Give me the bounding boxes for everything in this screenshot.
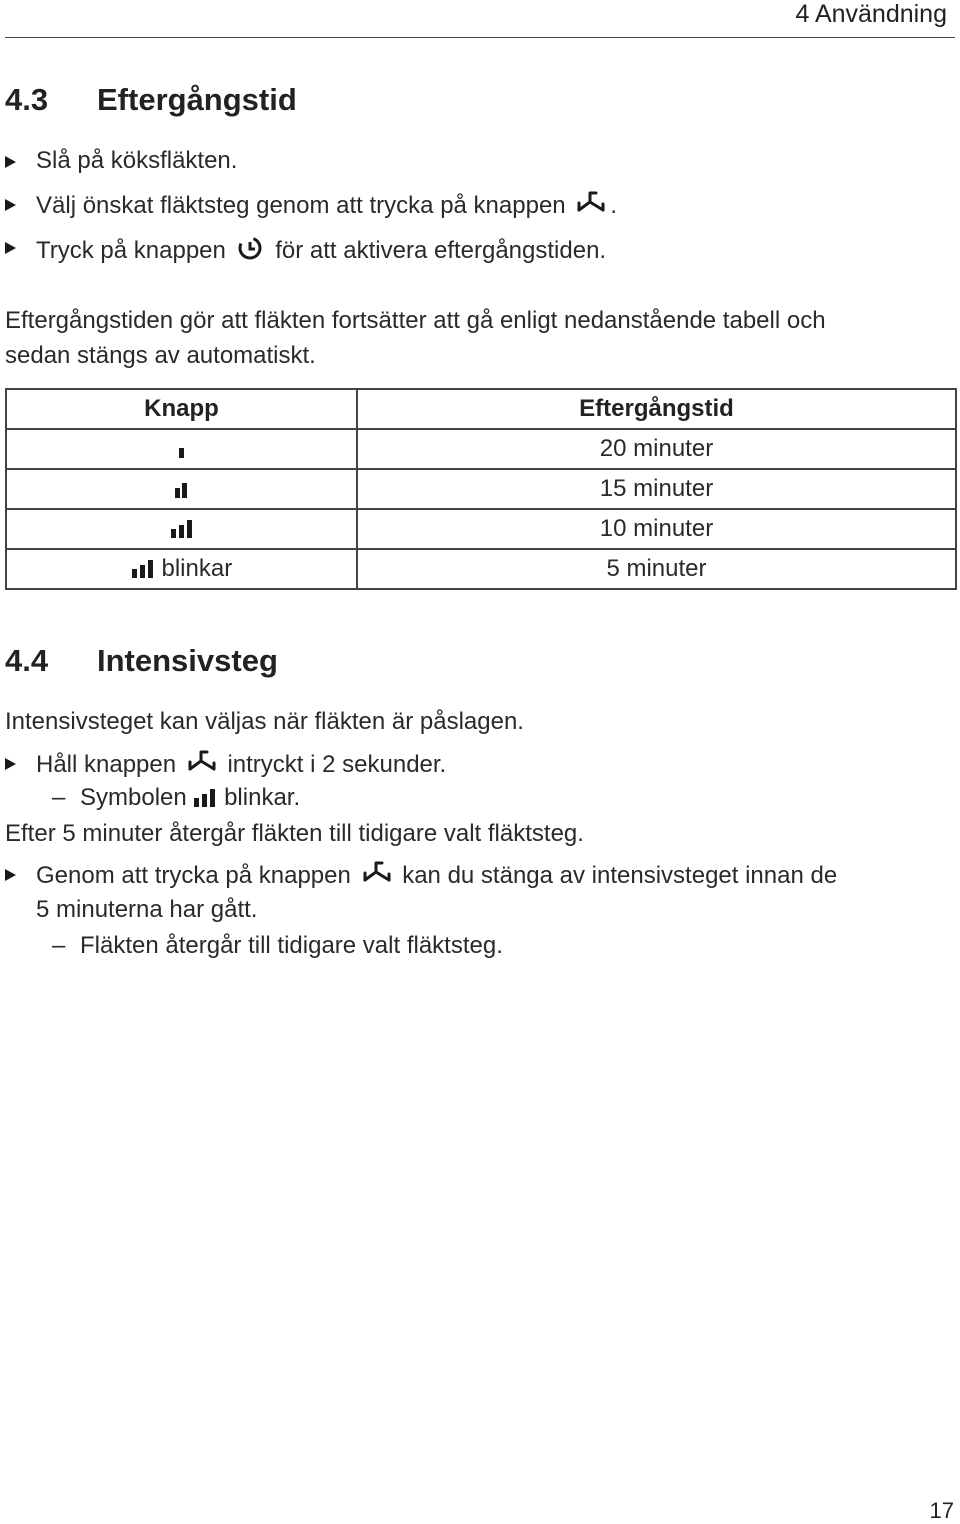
table-cell-button <box>6 549 357 589</box>
step-text: Slå på köksfläkten. <box>36 147 238 174</box>
paragraph-line: Eftergångstiden gör att fläkten fortsätter att gå enligt nedanstående tabell och <box>5 307 826 334</box>
running-header: 4 Användning <box>795 0 947 28</box>
column-header-eftergangstid: Eftergångstid <box>357 389 956 429</box>
result-text: Fläkten återgår till tidigare valt fläktsteg. <box>80 932 503 959</box>
step-text-continued: 5 minuterna har gått. <box>36 896 258 923</box>
fan-icon <box>576 190 606 216</box>
page-number: 17 <box>929 1498 954 1523</box>
fan-level-3-icon <box>131 560 155 578</box>
timer-icon <box>237 233 265 261</box>
result-item: – Symbolen blinkar. <box>52 784 301 811</box>
section-heading-4-4 <box>5 643 278 679</box>
step-text: Genom att trycka på knappen <box>36 862 351 889</box>
table-row <box>6 429 956 469</box>
fan-level-2-icon <box>170 482 194 498</box>
paragraph-line: sedan stängs av automatiskt. <box>5 342 316 369</box>
intro-text: Intensivsteget kan väljas när fläkten är påslagen. <box>5 708 524 735</box>
fan-level-3-icon <box>170 520 194 538</box>
step-text-end: intryckt i 2 sekunder. <box>227 751 447 778</box>
table-row <box>6 549 956 589</box>
result-text-end: blinkar. <box>224 784 301 811</box>
table-cell-button <box>6 469 357 509</box>
column-header-knapp: Knapp <box>6 389 357 429</box>
fan-icon <box>362 860 392 886</box>
table-cell-value: 10 minuter <box>357 509 956 549</box>
table-header-row <box>6 389 956 429</box>
blink-label: blinkar <box>161 555 233 582</box>
runtime-table <box>5 388 957 590</box>
section-heading-4-3 <box>5 82 297 118</box>
bullet-arrow-icon <box>5 758 16 770</box>
step-text: Tryck på knappen <box>36 237 226 264</box>
fan-icon <box>187 749 217 775</box>
step-text-end: för att aktivera eftergångstiden. <box>275 237 607 264</box>
paragraph-line: Efter 5 minuter återgår fläkten till tidigare valt fläktsteg. <box>5 820 584 847</box>
fan-level-1-icon <box>170 442 194 458</box>
step-text-end: . <box>610 192 617 219</box>
bullet-arrow-icon <box>5 869 16 881</box>
result-item: – Fläkten återgår till tidigare valt fläktsteg. <box>52 932 503 959</box>
bullet-arrow-icon <box>5 156 16 168</box>
table-cell-value: 5 minuter <box>357 549 956 589</box>
section-title: Eftergångstid <box>97 82 297 117</box>
table-cell-value: 15 minuter <box>357 469 956 509</box>
table-cell-button <box>6 429 357 469</box>
table-cell-value: 20 minuter <box>357 429 956 469</box>
section-number: 4.3 <box>5 82 49 117</box>
header-divider <box>5 37 955 38</box>
section-number: 4.4 <box>5 643 49 678</box>
fan-level-3-icon <box>193 789 217 807</box>
step-text: Välj önskat fläktsteg genom att trycka på knappen <box>36 192 566 219</box>
bullet-arrow-icon <box>5 242 16 254</box>
bullet-arrow-icon <box>5 199 16 211</box>
table-cell-button <box>6 509 357 549</box>
result-text: Symbolen <box>80 784 187 811</box>
table-row <box>6 509 956 549</box>
section-title: Intensivsteg <box>97 643 278 678</box>
step-text-end: kan du stänga av intensivsteget innan de <box>402 862 838 889</box>
table-row <box>6 469 956 509</box>
step-text: Håll knappen <box>36 751 177 778</box>
